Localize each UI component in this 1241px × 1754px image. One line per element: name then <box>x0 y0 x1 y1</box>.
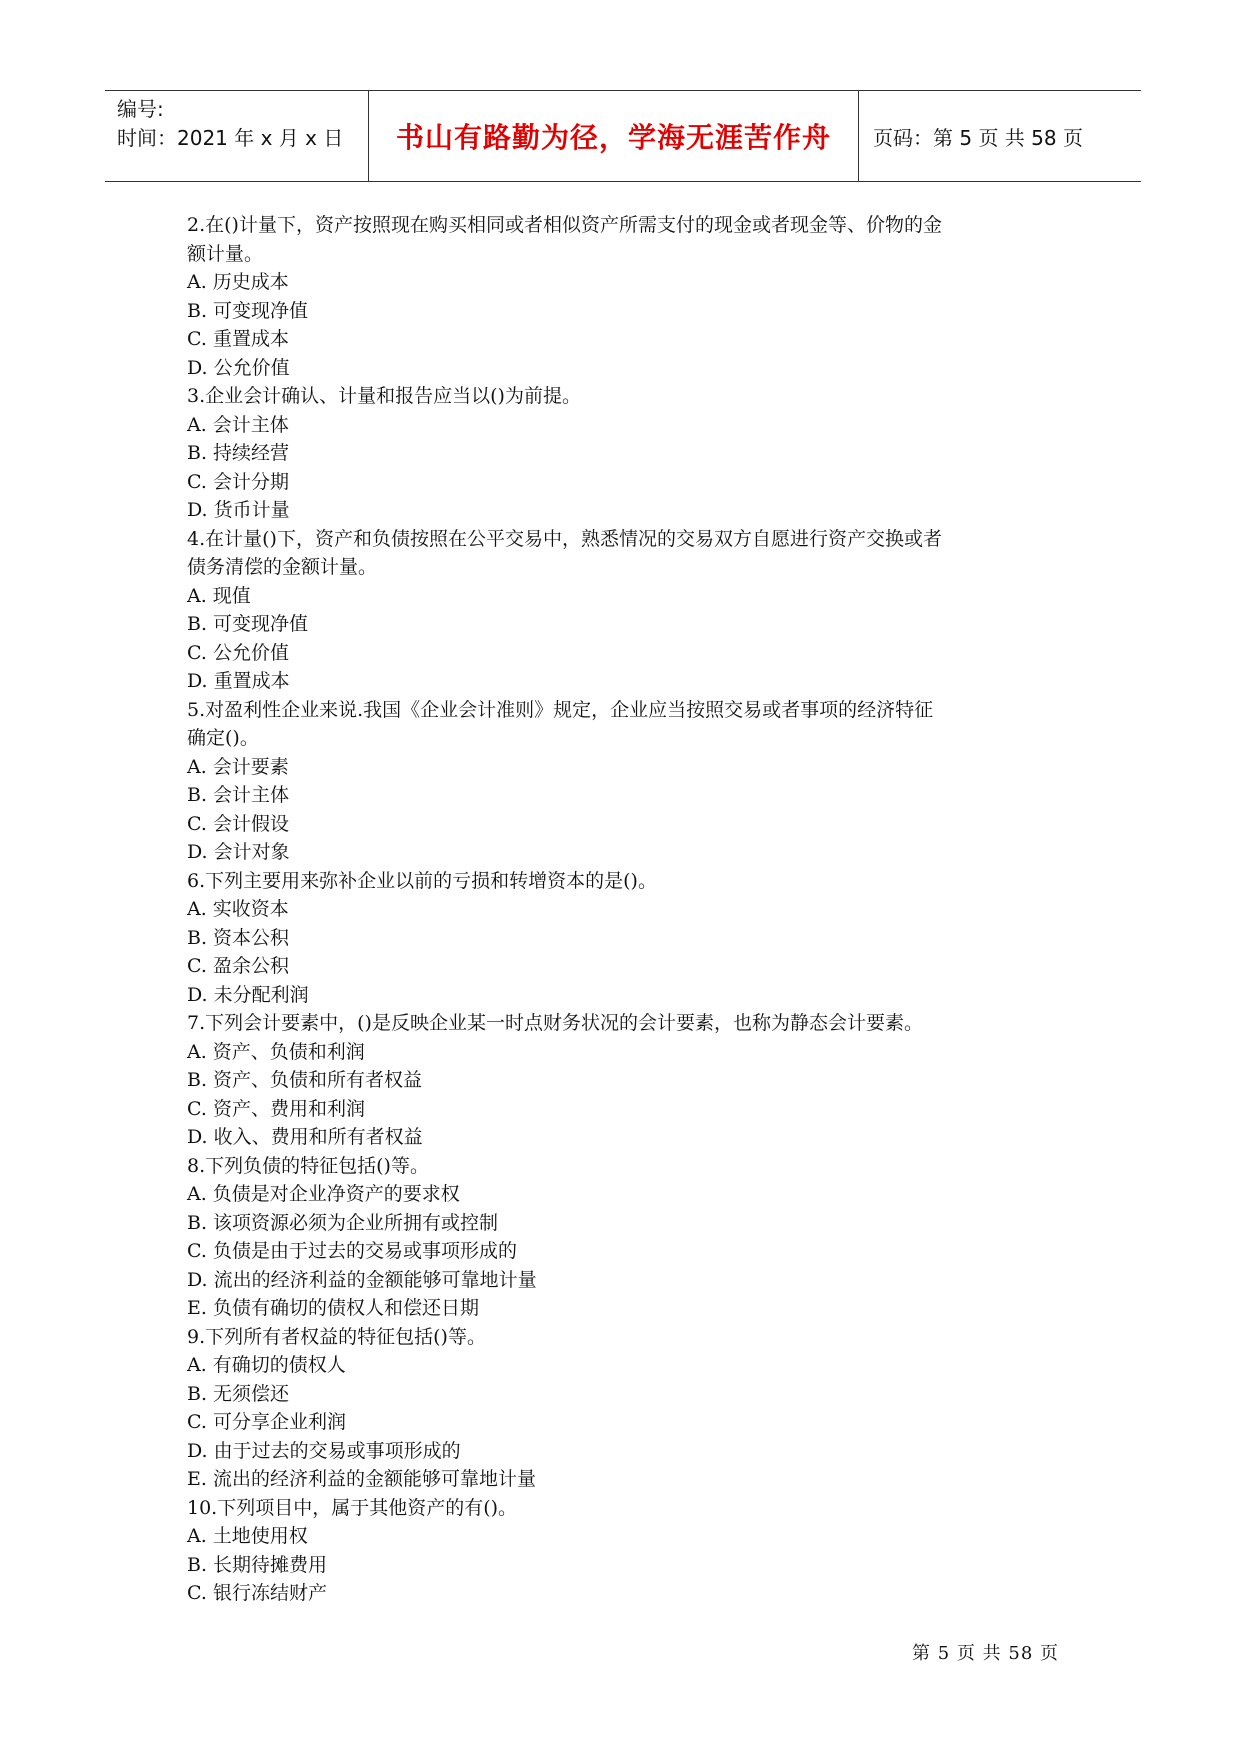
option-line: A. 有确切的债权人 <box>187 1354 346 1376</box>
option-line: D. 流出的经济利益的金额能够可靠地计量 <box>187 1268 537 1291</box>
option-line: A. 会计要素 <box>187 755 289 778</box>
option-line: E. 负债有确切的债权人和偿还日期 <box>187 1297 479 1319</box>
option-line: B. 无须偿还 <box>187 1382 290 1405</box>
question-line: 6.下列主要用来弥补企业以前的亏损和转增资本的是()。 <box>187 869 657 892</box>
option-line: C. 盈余公积 <box>187 955 289 977</box>
option-line: D. 收入、费用和所有者权益 <box>187 1126 423 1148</box>
option-line: D. 公允价值 <box>187 356 290 379</box>
question-line: 8.下列负债的特征包括()等。 <box>187 1154 429 1177</box>
option-line: A. 历史成本 <box>187 271 289 293</box>
option-line: D. 重置成本 <box>187 670 290 692</box>
question-line: 债务清偿的金额计量。 <box>187 556 378 578</box>
option-line: C. 重置成本 <box>187 328 289 350</box>
header-motto: 书山有路勤为径，学海无涯苦作舟 <box>369 91 859 181</box>
question-line: 5.对盈利性企业来说.我国《企业会计准则》规定，企业应当按照交易或者事项的经济特征 <box>187 698 934 721</box>
option-line: B. 该项资源必须为企业所拥有或控制 <box>187 1211 499 1234</box>
question-line: 3.企业会计确认、计量和报告应当以()为前提。 <box>187 385 581 407</box>
serial-label: 编号: <box>117 97 164 121</box>
option-line: C. 可分享企业利润 <box>187 1411 346 1433</box>
option-line: B. 持续经营 <box>187 442 290 464</box>
option-line: C. 会计假设 <box>187 812 289 835</box>
option-line: B. 会计主体 <box>187 784 290 806</box>
option-line: C. 资产、费用和利润 <box>187 1097 365 1120</box>
page-footer: 第 5 页 共 58 页 <box>912 1643 1059 1664</box>
header-info <box>105 91 369 181</box>
option-line: D. 货币计量 <box>187 499 290 521</box>
option-line: D. 由于过去的交易或事项形成的 <box>187 1439 461 1462</box>
option-line: A. 资产、负债和利润 <box>187 1040 365 1063</box>
question-line: 2.在()计量下，资产按照现在购买相同或者相似资产所需支付的现金或者现金等、价物的金 <box>187 214 942 236</box>
header-page-code: 页码：第 5 页 共 58 页 <box>873 125 1083 150</box>
question-line: 确定()。 <box>187 727 259 749</box>
option-line: A. 实收资本 <box>187 898 289 920</box>
option-line: B. 可变现净值 <box>187 299 309 322</box>
question-line: 4.在计量()下，资产和负债按照在公平交易中，熟悉情况的交易双方自愿进行资产交换或者 <box>187 527 942 550</box>
option-line: B. 长期待摊费用 <box>187 1553 328 1576</box>
question-line: 10.下列项目中，属于其他资产的有()。 <box>187 1496 518 1519</box>
option-line: A. 负债是对企业净资产的要求权 <box>187 1183 460 1205</box>
option-line: B. 可变现净值 <box>187 613 309 635</box>
option-line: B. 资产、负债和所有者权益 <box>187 1069 423 1091</box>
document-body <box>187 211 1067 1608</box>
option-line: A. 土地使用权 <box>187 1525 308 1547</box>
option-line: C. 银行冻结财产 <box>187 1582 327 1604</box>
option-line: D. 会计对象 <box>187 841 290 863</box>
option-line: A. 会计主体 <box>187 413 289 436</box>
option-line: C. 会计分期 <box>187 470 289 493</box>
option-line: C. 公允价值 <box>187 641 289 664</box>
option-line: D. 未分配利润 <box>187 983 309 1006</box>
question-line: 7.下列会计要素中，()是反映企业某一时点财务状况的会计要素，也称为静态会计要素。 <box>187 1012 923 1034</box>
page-header <box>105 90 1141 182</box>
option-line: E. 流出的经济利益的金额能够可靠地计量 <box>187 1468 536 1490</box>
option-line: B. 资本公积 <box>187 926 290 949</box>
option-line: A. 现值 <box>187 584 251 607</box>
option-line: C. 负债是由于过去的交易或事项形成的 <box>187 1240 517 1262</box>
question-line: 额计量。 <box>187 242 264 265</box>
question-line: 9.下列所有者权益的特征包括()等。 <box>187 1325 486 1348</box>
time-label: 时间：2021 年 x 月 x 日 <box>117 126 344 150</box>
